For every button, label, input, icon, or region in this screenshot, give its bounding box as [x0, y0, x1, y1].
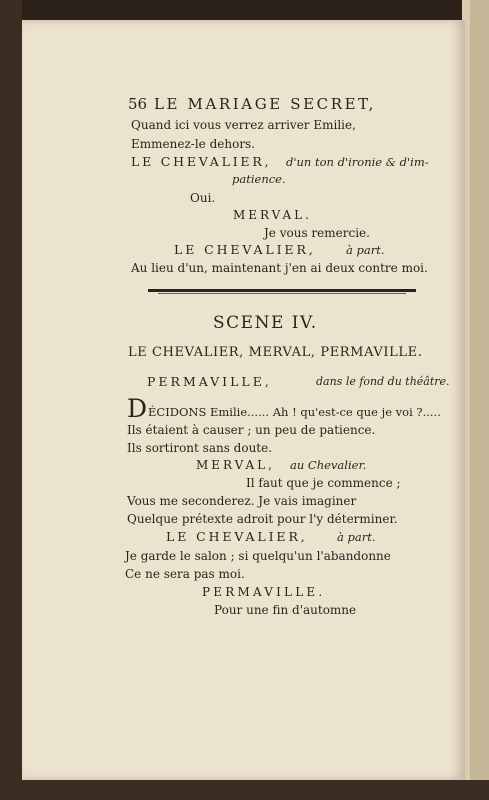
- verse-line: Ce ne sera pas moi.: [125, 567, 245, 581]
- verse-line: Emmenez-le dehors.: [131, 137, 256, 151]
- verse-line: Il faut que je commence ;: [246, 476, 401, 490]
- verse-line: Vous me seconderez. Je vais imaginer: [127, 494, 357, 508]
- facing-page-edge-shadow: [470, 0, 489, 800]
- book-gutter-shadow: [0, 0, 22, 800]
- speaker-chevalier: LE CHEVALIER,: [174, 242, 316, 257]
- page-number: 56: [128, 95, 148, 113]
- drop-cap: D: [127, 394, 148, 423]
- running-title: LE MARIAGE SECRET,: [154, 95, 376, 113]
- stage-direction: au Chevalier.: [290, 458, 367, 472]
- speaker-chevalier: LE CHEVALIER,: [131, 154, 272, 169]
- speaker-chevalier: LE CHEVALIER,: [166, 529, 308, 544]
- stage-direction: d'un ton d'ironie & d'im-: [286, 155, 429, 169]
- scene-cast: LE CHEVALIER, MERVAL, PERMAVILLE.: [128, 345, 423, 360]
- speaker-merval: MERVAL,: [196, 458, 275, 472]
- verse-line: Pour une fin d'automne: [214, 603, 357, 617]
- verse-line: Quelque prétexte adroit pour l'y déterminer.: [127, 512, 398, 526]
- verse-line: ÉCIDONS Emilie...... Ah ! qu'est-ce que je voi ?.....: [148, 405, 441, 419]
- verse-line: Oui.: [190, 191, 216, 205]
- speaker-permaville: PERMAVILLE.: [202, 585, 326, 599]
- scene-divider-rule-shadow: [158, 293, 406, 294]
- scene-title: SCENE IV.: [213, 313, 318, 333]
- book-page: [22, 20, 465, 780]
- verse-line: Je vous remercie.: [264, 226, 370, 240]
- speaker-merval: MERVAL.: [233, 208, 312, 222]
- speaker-permaville: PERMAVILLE,: [147, 374, 272, 389]
- bottom-shadow: [0, 780, 489, 800]
- stage-direction: à part.: [337, 530, 376, 544]
- scene-divider-rule: [148, 289, 416, 292]
- stage-direction: dans le fond du théâtre.: [316, 375, 450, 388]
- verse-line: Au lieu d'un, maintenant j'en ai deux contre moi.: [131, 261, 428, 275]
- verse-line: Ils sortiront sans doute.: [127, 441, 273, 455]
- stage-direction: à part.: [346, 243, 385, 257]
- verse-line: Quand ici vous verrez arriver Emilie,: [131, 118, 356, 132]
- verse-line: Ils étaient à causer ; un peu de patience.: [127, 423, 376, 437]
- verse-line: Je garde le salon ; si quelqu'un l'abandonne: [125, 549, 391, 563]
- stage-direction: patience.: [232, 172, 286, 186]
